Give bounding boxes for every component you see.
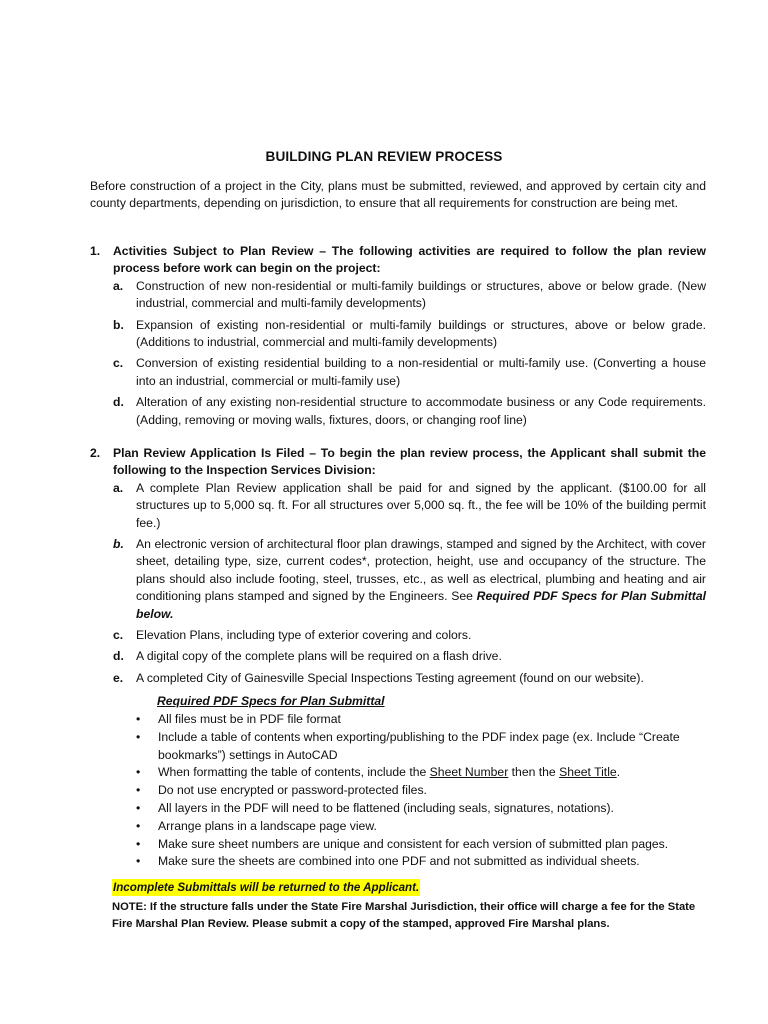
list-item — [113, 394, 706, 429]
bullet-icon: • — [136, 729, 141, 744]
bullet-icon: • — [136, 854, 141, 869]
item-text: Make sure sheet numbers are unique and consistent for each version of submitted plan pages. — [158, 836, 669, 851]
list-item — [136, 764, 716, 782]
section-intro — [113, 445, 706, 480]
item-text: Alteration of any existing non-residential structure to accommodate business or any Code requirements. (Adding, removing or moving walls, fixtures, doors, or changing roof line) — [136, 395, 706, 427]
sheet-number-term: Sheet Number — [429, 765, 509, 780]
specs-reference: Required PDF Specs for Plan Submittal below. — [136, 589, 706, 621]
page-title: BUILDING PLAN REVIEW PROCESS — [265, 149, 503, 164]
bullet-icon: • — [136, 818, 141, 833]
section-activities — [90, 243, 706, 429]
list-item — [113, 536, 706, 623]
bullet-icon: • — [136, 765, 141, 780]
specs-heading: Required PDF Specs for Plan Submittal — [157, 694, 385, 708]
sheet-title-term: Sheet Title — [559, 765, 617, 780]
item-text: Make sure the sheets are combined into one PDF and not submitted as individual sheets. — [158, 854, 640, 869]
item-letter: d. — [113, 395, 124, 410]
section-heading: Plan Review Application Is Filed — [113, 446, 305, 460]
item-text: An electronic version of architectural floor plan drawings, stamped and signed by the Architect, with cover sheet, detailing type, size, current codes*, protection, height, use and occupancy of the structure. The plans should also include footing, steel, trusses, etc., as well as electrical, plumbing and heating and air conditioning plans stamped and signed by the Engineers. See — [136, 537, 706, 604]
bullet-icon: • — [136, 783, 141, 798]
item-text: All files must be in PDF file format — [158, 712, 341, 726]
bullet-icon: • — [136, 800, 141, 815]
list-item — [113, 627, 706, 644]
item-text: Elevation Plans, including type of exterior covering and colors. — [136, 628, 472, 643]
item-text: A completed City of Gainesville Special Inspections Testing agreement (found on our website). — [136, 670, 644, 685]
list-item — [136, 836, 716, 854]
bullet-icon: • — [136, 712, 141, 726]
specs-list — [136, 711, 716, 871]
item-letter: e. — [113, 670, 124, 685]
item-text: When formatting the table of contents, include the — [158, 765, 430, 780]
list-item — [113, 648, 706, 665]
section-heading: Activities Subject to Plan Review — [113, 244, 314, 258]
list-item — [136, 729, 716, 765]
item-text: Arrange plans in a landscape page view. — [158, 818, 377, 833]
bullet-icon: • — [136, 836, 141, 851]
item-letter: c. — [113, 628, 124, 643]
section-intro — [113, 243, 706, 278]
item-letter: d. — [113, 649, 124, 664]
item-letter: b. — [113, 317, 124, 332]
item-text: A complete Plan Review application shall be paid for and signed by the applicant. ($100.00 for all structures up to 5,000 sq. ft. For all structures over 5,000 sq. ft., the fee will be 10% of the building permit fee.) — [136, 480, 706, 530]
item-letter: b. — [113, 537, 124, 552]
item-text: Include a table of contents when exporting/publishing to the PDF index page (ex. Include “Create bookmarks”) settings in AutoCAD — [158, 729, 680, 762]
list-item — [136, 818, 716, 836]
item-text: . — [616, 765, 621, 780]
item-text: All layers in the PDF will need to be flattened (including seals, signatures, notations). — [158, 800, 614, 815]
item-text: Expansion of existing non-residential or multi-family buildings or structures, above or below grade. (Additions to industrial, commercial and multi-family developments) — [136, 317, 706, 350]
item-text: Construction of new non-residential or multi-family buildings or structures, above or below grade. (New industrial, commercial and multi-family developments) — [136, 278, 706, 311]
item-letter: a. — [113, 480, 124, 495]
item-text: Do not use encrypted or password-protected files. — [158, 783, 427, 798]
list-item — [136, 782, 716, 800]
item-text: Conversion of existing residential building to a non-residential or multi-family use. (Converting a house into an industrial, commercial or multi-family use) — [136, 356, 706, 388]
fire-marshal-note: NOTE: If the structure falls under the State Fire Marshal Jurisdiction, their office will charge a fee for the State Fire Marshal Plan Review. Please submit a copy of the stamped, approved Fire Marshal plans. — [112, 901, 696, 930]
section-number: 1. — [90, 244, 101, 258]
section-lead: – The following activities are required to follow the plan review process before work can begin on the project: — [113, 244, 706, 276]
list-item — [136, 800, 716, 818]
intro-paragraph: Before construction of a project in the City, plans must be submitted, reviewed, and approved by certain city and county departments, depending on jurisdiction, to ensure that all requirements for construction are being met. — [90, 179, 706, 211]
list-item — [113, 670, 706, 687]
list-item — [113, 480, 706, 532]
item-letter: a. — [113, 278, 124, 293]
list-item — [136, 711, 716, 729]
incomplete-warning: Incomplete Submittals will be returned to the Applicant. — [112, 879, 420, 896]
item-text: then the — [508, 765, 560, 780]
list-item — [113, 317, 706, 352]
list-item — [113, 278, 706, 313]
item-letter: c. — [113, 356, 124, 371]
section-lead: – To begin the plan review process, the Applicant shall submit the following to the Inspection Services Division: — [113, 446, 707, 478]
list-item — [136, 853, 716, 871]
list-item — [113, 355, 706, 390]
section-number: 2. — [90, 446, 101, 460]
section-application — [90, 445, 706, 687]
item-text: A digital copy of the complete plans will be required on a flash drive. — [136, 649, 502, 664]
